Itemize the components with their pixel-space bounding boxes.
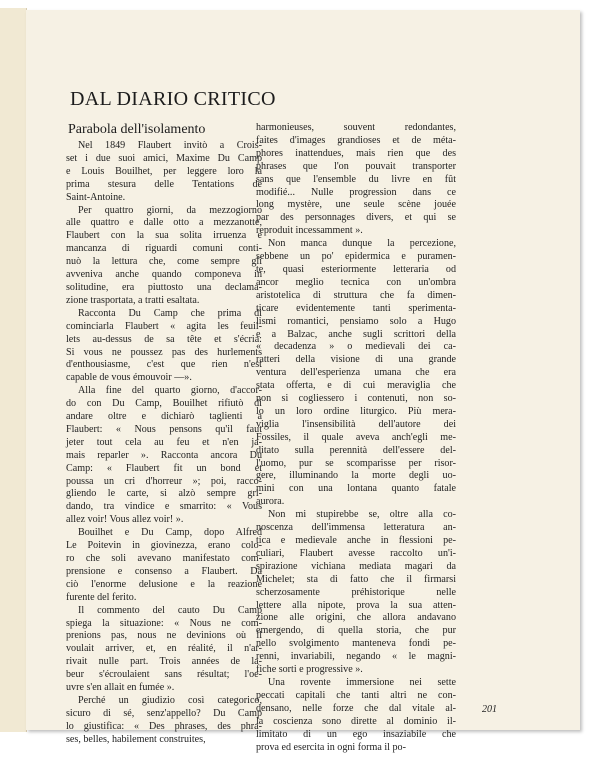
- text-line: voulait arriver, et, en réalité, il n'ar-: [66, 643, 262, 655]
- text-line: spiega la situazione: « Nous ne com-: [66, 617, 262, 629]
- text-line: lo un loro ordine liturgico. Più mera-: [256, 405, 456, 417]
- text-line: avveniva anche quando componeva in: [66, 269, 262, 281]
- text-line: tica e medievale anche in flessioni pe-: [256, 535, 456, 546]
- text-line: nello svolgimento manteneva fondi pe-: [256, 638, 456, 650]
- text-line: Per quattro giorni, da mezzogiorno: [78, 204, 262, 216]
- page-number: 201: [482, 704, 497, 715]
- text-line: dando, tra vindice e smarrito: « Vous: [66, 501, 262, 513]
- text-line: Alla fine del quarto giorno, d'accor-: [78, 385, 262, 397]
- text-line: gliendo le carte, si alzò sempre gri-: [66, 488, 262, 500]
- text-line: ventura dell'esperienza umana che era: [256, 367, 456, 379]
- text-line: sebbene un po' epidermica e puramen-: [256, 251, 456, 263]
- text-line: ditato sulla perennità dell'essere del-: [256, 444, 456, 456]
- text-line: Il commento del cauto Du Camp: [78, 604, 262, 616]
- text-line: sans que l'ensemble du livre en fût: [256, 173, 456, 185]
- text-line: Perché un giudizio così categorico,: [78, 694, 262, 706]
- text-line: d'enthousiasme, c'est que rien n'est: [66, 359, 262, 371]
- text-line: Non manca dunque la percezione,: [268, 238, 456, 250]
- text-line: solitudine, era piuttosto una declama-: [66, 281, 262, 293]
- text-line: zione alle origini, che allora andavano: [256, 612, 456, 624]
- text-line: e Louis Bouilhet, per leggere loro la: [66, 165, 262, 177]
- text-line: noscenza dell'immensa letteratura an-: [256, 522, 456, 534]
- text-column-left: [66, 140, 262, 747]
- text-line: aristotelica di struttura che fa dimen-: [256, 289, 456, 301]
- text-line: Michelet; sta di fatto che il firmarsi: [256, 573, 456, 585]
- text-line: Camp: « Flaubert fit un bond et: [66, 462, 262, 474]
- text-line: alle quattro e dalle otto a mezzanotte,: [66, 217, 262, 229]
- text-line: sicuro di sé, senz'appello? Du Camp: [66, 707, 262, 719]
- text-line: e a Balzac, anche sugli scrittori della: [256, 328, 456, 340]
- text-line: limitato di un ego insaziabile che: [256, 728, 456, 740]
- text-line: prenions pas, nous ne devinions où il: [66, 630, 262, 642]
- text-line: prova ed esercita in ogni forma il po-: [256, 741, 406, 753]
- text-line: reproduit incessamment ».: [256, 225, 363, 237]
- text-line: beur s'écroulaient sans résultat; l'oe-: [66, 669, 262, 681]
- text-line: Nel 1849 Flaubert invitò a Crois-: [78, 140, 262, 151]
- text-line: andare oltre e dichiarò taglienti a: [66, 411, 262, 423]
- text-line: culiari, Flaubert avesse raccolto un'i-: [256, 547, 456, 559]
- text-line: l'uomo, pur se scomparisse per risor-: [256, 457, 456, 469]
- text-line: cominciarla Flaubert « agita les feuil-: [66, 320, 262, 332]
- text-line: ticare evidentemente tanti sperimenta-: [256, 302, 456, 314]
- text-line: jeter tout cela au feu et n'en ja-: [66, 436, 262, 448]
- text-line: mini con una lontana quanto fatale: [256, 483, 456, 495]
- text-line: modifié... Nulle progression dans ce: [256, 186, 456, 198]
- section-title: Parabola dell'isolamento: [68, 122, 206, 137]
- text-line: Flaubert con la sua solita irruenza e: [66, 230, 262, 242]
- text-line: spirazione vichiana mediata magari da: [256, 560, 456, 572]
- text-line: lettere alla nipote, prova la sua atten-: [256, 599, 456, 611]
- text-line: long mystère, une seule scène jouée: [256, 199, 456, 211]
- text-line: poussa un cri d'horreur »; poi, racco-: [66, 475, 262, 487]
- text-line: scherzosamente préhistorique nelle: [256, 586, 456, 598]
- text-line: rivait nulle part. Trois années de la-: [66, 656, 262, 668]
- text-line: do con Du Camp, Bouilhet rifiutò di: [66, 398, 262, 410]
- text-line: fiche sorti e progressive ».: [256, 664, 363, 676]
- text-line: emergendo, di quella storia, che pur: [256, 625, 456, 637]
- text-line: Fossiles, il quale aveva anch'egli me-: [256, 431, 456, 443]
- text-line: lets au-dessus de sa tête et s'écria:: [66, 333, 262, 345]
- text-column-right: [256, 122, 456, 754]
- text-line: harmonieuses, souvent redondantes,: [256, 122, 456, 133]
- text-line: Le Poitevin in giovinezza, erano colo-: [66, 540, 262, 552]
- text-line: par des personnages divers, et qui se: [256, 212, 456, 224]
- text-line: faites d'images grandioses et de méta-: [256, 134, 456, 146]
- text-line: gere, illuminando la morte degli uo-: [256, 470, 456, 482]
- text-line: allez voir! Vous allez voir! ».: [66, 514, 184, 526]
- text-line: Flaubert: « Nous pensons qu'il faut: [66, 423, 262, 435]
- text-line: « decadenza » o medievali dei ca-: [256, 341, 456, 353]
- text-line: ses, belles, habilement construites,: [66, 733, 206, 745]
- facing-page-edge: [0, 8, 27, 732]
- text-line: Bouilhet e Du Camp, dopo Alfred: [78, 527, 262, 539]
- text-line: phrases que l'on pouvait transporter: [256, 160, 456, 172]
- text-line: ancor meglio tecnica con un'ombra: [256, 276, 456, 288]
- text-line: la coscienza sono dirette al dominio il-: [256, 715, 456, 727]
- text-line: ro che soli avevano manifestato com-: [66, 553, 262, 564]
- text-line: prima stesura delle Tentations de: [66, 178, 262, 190]
- text-line: non si cogliessero i contenuti, non so-: [256, 393, 456, 405]
- text-line: te, quasi esteriormente letteraria od: [256, 263, 456, 275]
- text-line: mais reparler ». Racconta ancora Du: [66, 449, 262, 461]
- text-line: renni, invariabili, negando « le magni-: [256, 651, 456, 663]
- text-line: stata offerta, e di cui meraviglia che: [256, 380, 456, 392]
- text-line: Si vous ne poussez pas des hurlements: [66, 346, 262, 358]
- text-line: phores inattendues, mais rien que des: [256, 147, 456, 159]
- book-page: [26, 10, 580, 753]
- text-line: peccati capitali che tanti altri ne con-: [256, 689, 456, 701]
- text-line: ciò l'enorme delusione e la reazione: [66, 578, 262, 590]
- text-line: lismi romantici, pensiamo solo a Hugo: [256, 315, 456, 327]
- text-line: nuò la lettura che, come sempre gli: [66, 256, 262, 268]
- text-line: Non mi stupirebbe se, oltre alla co-: [268, 509, 456, 521]
- text-line: Una rovente immersione nei sette: [268, 676, 456, 688]
- text-line: ratteri della visione di una grande: [256, 354, 456, 366]
- text-line: viglia l'insensibilità dell'autore dei: [256, 418, 456, 430]
- text-line: Saint-Antoine.: [66, 191, 126, 203]
- text-line: Racconta Du Camp che prima di: [78, 307, 262, 319]
- text-line: mancanza di riguardi comuni conti-: [66, 243, 262, 255]
- text-line: prensione e consenso a Flaubert. Da: [66, 565, 262, 577]
- text-line: set i due suoi amici, Maxime Du Camp: [66, 152, 262, 164]
- text-line: lo giustifica: « Des phrases, des phra-: [66, 720, 262, 732]
- text-line: aurora.: [256, 496, 285, 508]
- text-line: furente del ferito.: [66, 591, 137, 603]
- text-line: zione trasportata, a tratti esaltata.: [66, 294, 200, 306]
- text-line: capable de vous émouvoir —».: [66, 372, 192, 384]
- text-line: densano, nelle forze che dal vitale al-: [256, 702, 456, 714]
- page-title: DAL DIARIO CRITICO: [70, 88, 276, 110]
- text-line: uvre s'en allait en fumée ».: [66, 682, 175, 694]
